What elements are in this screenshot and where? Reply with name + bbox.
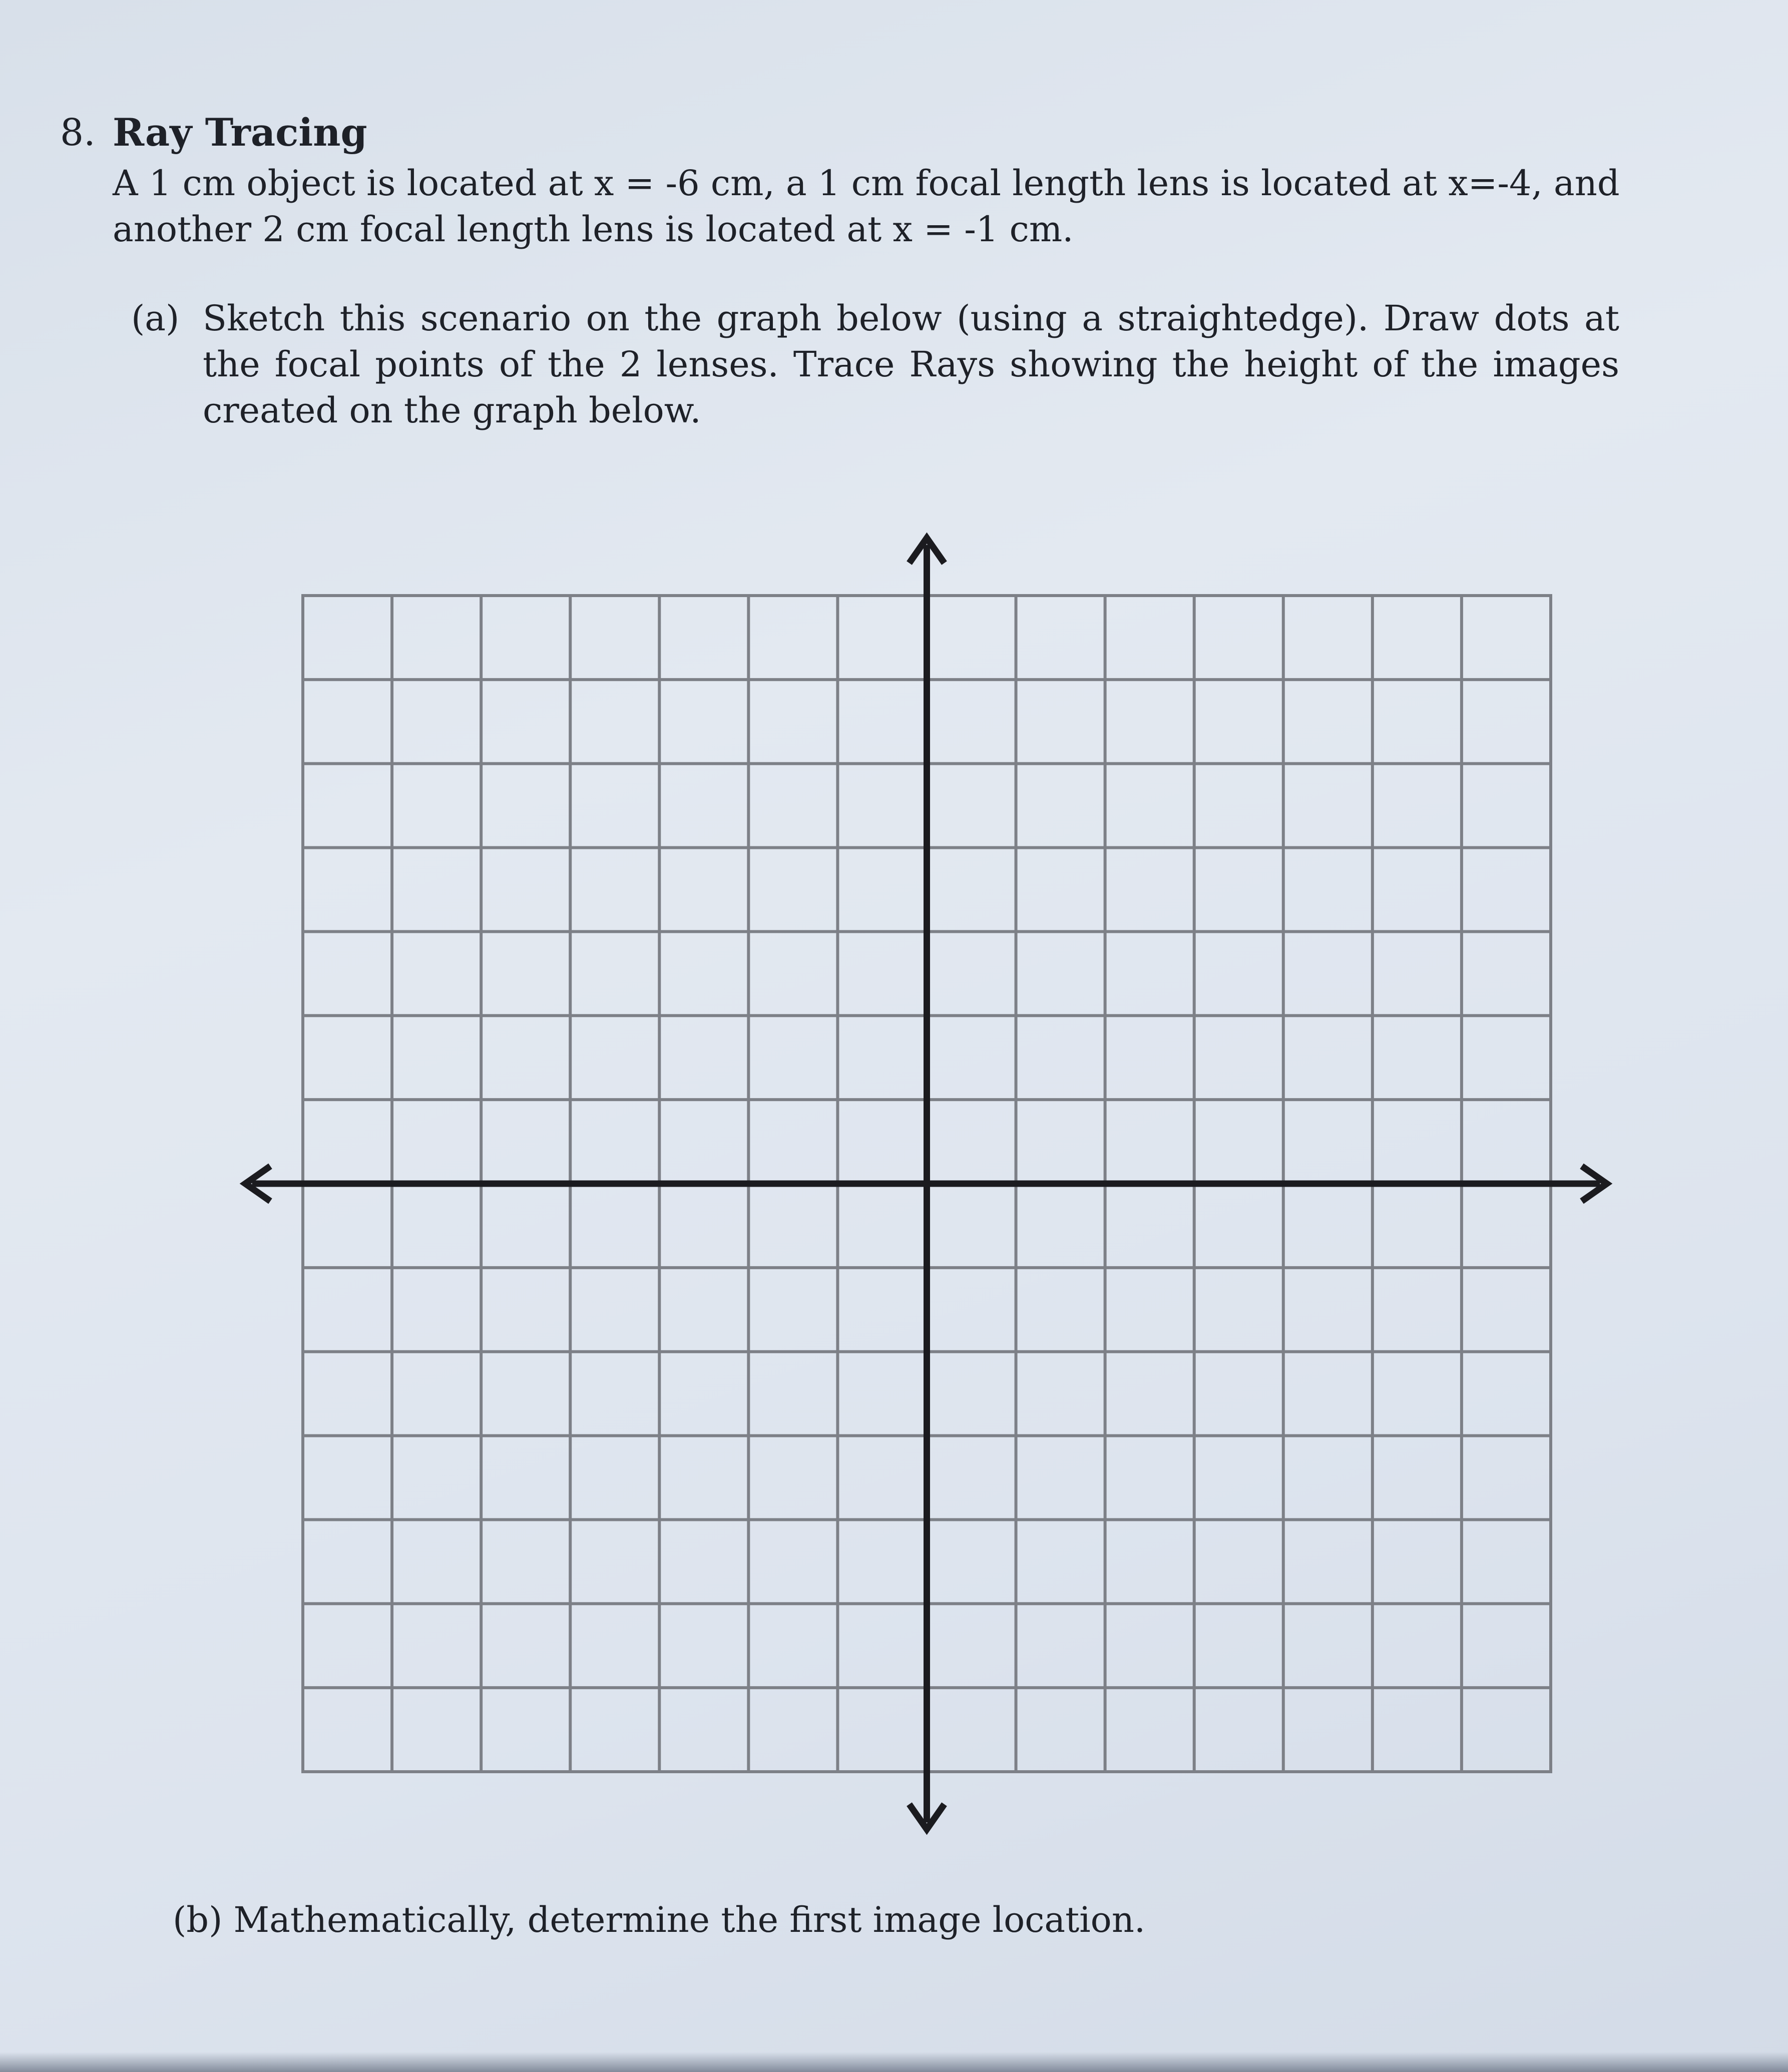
part-a-instructions: Sketch this scenario on the graph below (using a straightedge). Draw dots at the focal points of the 2 lenses. Trace Rays showing the height of the images created on the graph below. (203, 298, 1619, 431)
paper-edge-shadow (0, 2052, 1788, 2072)
question-text: A 1 cm object is located at x = -6 cm, a 1 cm focal length lens is located at x=-4, and another 2 cm focal length lens is located at x = -1 cm. (113, 163, 1620, 250)
part-b (173, 1897, 1145, 1943)
question-number: 8. (60, 111, 96, 154)
part-b-question: Mathematically, determine the first image location. (233, 1899, 1146, 1940)
part-a-label: (a) (131, 298, 180, 339)
question-title: Ray Tracing (113, 110, 367, 155)
axes (245, 538, 1607, 1829)
part-b-label: (b) (173, 1899, 223, 1940)
